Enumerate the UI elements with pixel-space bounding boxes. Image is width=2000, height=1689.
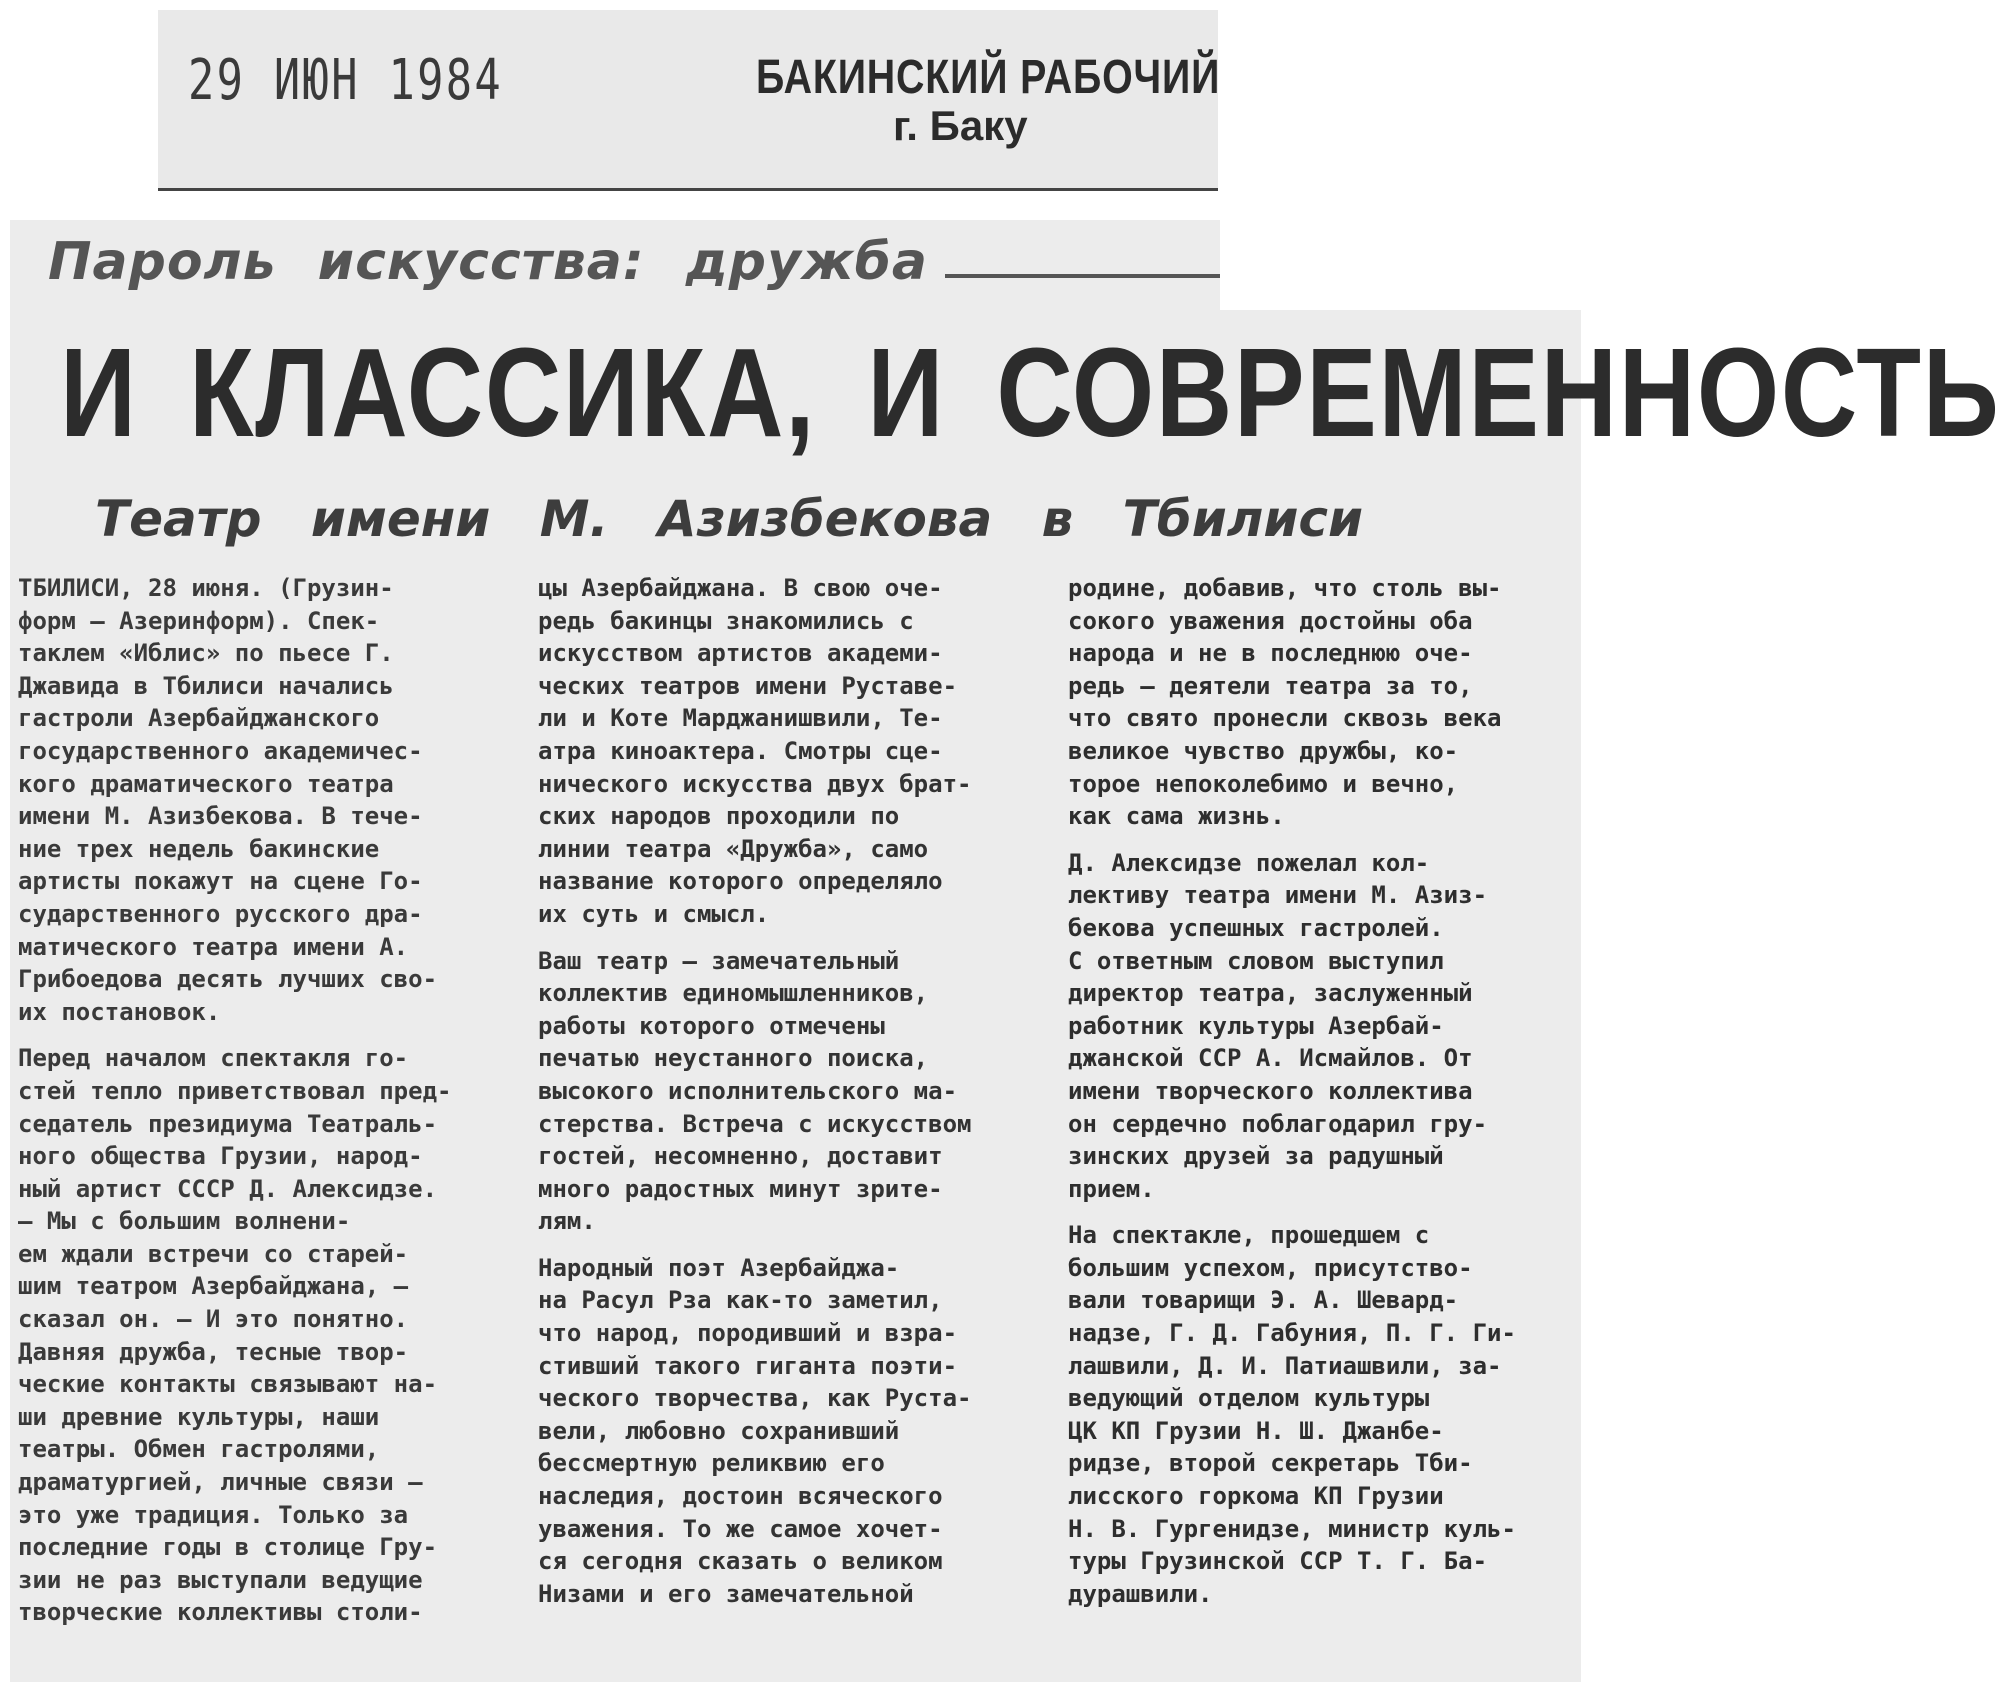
paragraph: Ваш театр — замечательный коллектив единомышленников, работы которого отмечены печатью неустанного поиска, высокого исполнительского ма- стерства. Встреча с искусством гостей, несомненно, доставит много радостных минут зрите- лям. xyxy=(538,946,972,1236)
paragraph: Перед началом спектакля го- стей тепло приветствовал пред- седатель президиума Театраль- ного общества Грузии, народ- ный артист СССР Д. Алексидзе. — Мы с большим волнени- ем ждали встречи со старей- шим театром Азербайджана, — сказал он. — И это понятно. Давняя дружба, тесные твор- ческие контакты связывают на- ши древние культуры, наши театры. Обмен гастролями, драматургией, личные связи — это уже традиция. Только за последние годы в столице Гру- зии не раз выступали ведущие творческие коллективы столи- xyxy=(18,1044,452,1627)
paragraph: Народный поэт Азербайджа- на Расул Рза как-то заметил, что народ, породивший и взра- стивший такого гиганта поэти- ческого творчества, как Руста- вели, любовно сохранивший бессмертную реликвию его наследия, достоин всяческого уважения. То же самое хочет- ся сегодня сказать о великом Низами и его замечательной xyxy=(538,1253,972,1608)
paragraph: На спектакле, прошедшем с большим успехом, присутство- вали товарищи Э. А. Шевард- надзе, Г. Д. Габуния, П. Г. Ги- лашвили, Д. И. Патиашвили, за- ведующий отделом культуры ЦК КП Грузии Н. Ш. Джанбе- ридзе, второй секретарь Тби- лисского горкома КП Грузии Н. В. Гургенидзе, министр куль- туры Грузинской ССР Т. Г. Ба- дурашвили. xyxy=(1068,1221,1516,1608)
stamp-date: 29 ИЮН 1984 xyxy=(188,48,504,113)
paragraph: цы Азербайджана. В свою оче- редь бакинцы знакомились с искусством артистов академи- ческих театров имени Руставе- ли и Коте Марджанишвили, Те- атра киноактера. Смотры сце- нического искусства двух брат- ских народов проходили по линии театра «Дружба», само название которого определяло их суть и смысл. xyxy=(538,574,972,928)
paragraph: ТБИЛИСИ, 28 июня. (Грузин- форм — Азеринформ). Спек- таклем «Иблис» по пьесе Г. Джавида в Тбилиси начались гастроли Азербайджанского государственного академичес- кого драматического театра имени М. Азизбекова. В тече- ние трех недель бакинские артисты покажут на сцене Го- сударственного русского дра- матического театра имени А. Грибоедова десять лучших сво- их постановок. xyxy=(18,574,438,1026)
article-headline: И КЛАССИКА, И СОВРЕМЕННОСТЬ xyxy=(60,322,2000,463)
clipping-stamp xyxy=(158,10,1221,191)
paragraph: родине, добавив, что столь вы- сокого уважения достойны оба народа и не в последнюю оче- редь — деятели театра за то, что свято пронесли сквозь века великое чувство дружбы, ко- торое непоколебимо и вечно, как сама жизнь. xyxy=(1068,574,1502,831)
clipping-cut-corner xyxy=(1220,220,1581,310)
paragraph: С ответным словом выступил директор театра, заслуженный работник культуры Азербай- джанской ССР А. Исмайлов. От имени творческого коллектива он сердечно поблагодарил гру- зинских друзей за радушный прием. xyxy=(1068,946,1488,1203)
article-column-3 xyxy=(1068,572,1578,1610)
newspaper-city: г. Баку xyxy=(893,102,1028,149)
article-column-2 xyxy=(538,572,1048,1610)
article-subheadline: Театр имени М. Азизбекова в Тбилиси xyxy=(95,490,1364,548)
newspaper-name: БАКИНСКИЙ РАБОЧИЙ xyxy=(756,51,1221,104)
rubric-rule xyxy=(945,274,1220,278)
article-rubric: Пароль искусства: дружба xyxy=(48,232,929,292)
paragraph: Д. Алексидзе пожелал кол- лективу театра имени М. Азиз- бекова успешных гастролей. xyxy=(1068,848,1488,942)
article-column-1 xyxy=(18,572,523,1629)
